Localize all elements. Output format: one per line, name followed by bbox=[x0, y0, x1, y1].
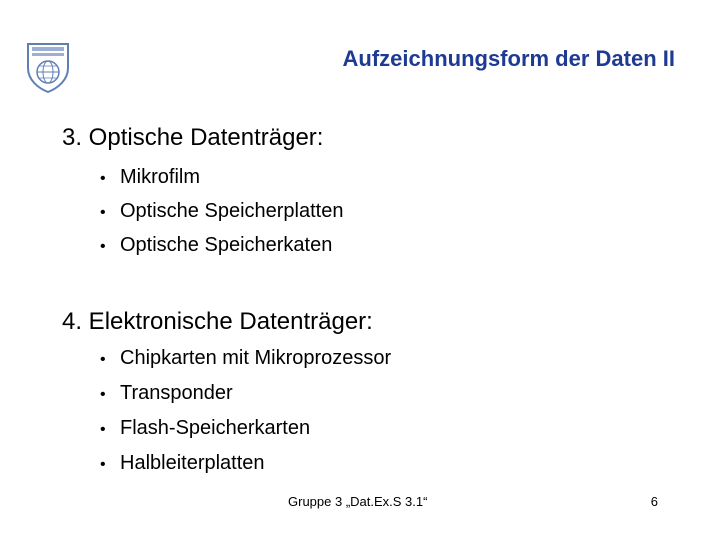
list-item-text: Halbleiterplatten bbox=[120, 452, 265, 474]
list-item-text: Optische Speicherkaten bbox=[120, 234, 333, 256]
bullet-list-elektronische bbox=[100, 345, 391, 485]
bullet-dot: • bbox=[100, 351, 106, 368]
bullet-dot: • bbox=[100, 204, 106, 221]
list-item-text: Transponder bbox=[120, 382, 233, 404]
list-item-text: Flash-Speicherkarten bbox=[120, 417, 311, 439]
slide-footer: Gruppe 3 „Dat.Ex.S 3.1“ bbox=[288, 494, 428, 509]
page-number: 6 bbox=[650, 494, 658, 509]
list-item bbox=[100, 380, 391, 415]
list-item bbox=[100, 164, 343, 198]
list-item bbox=[100, 450, 391, 485]
bullet-dot: • bbox=[100, 238, 106, 255]
list-item bbox=[100, 415, 391, 450]
list-item bbox=[100, 232, 343, 266]
list-item-text: Chipkarten mit Mikroprozessor bbox=[120, 347, 392, 369]
bullet-dot: • bbox=[100, 421, 106, 438]
list-item bbox=[100, 198, 343, 232]
list-item-text: Mikrofilm bbox=[120, 166, 200, 188]
section-heading-optische: 3. Optische Datenträger: bbox=[62, 124, 324, 151]
bullet-list-optische bbox=[100, 164, 343, 266]
section-heading-elektronische: 4. Elektronische Datenträger: bbox=[62, 308, 373, 335]
bullet-dot: • bbox=[100, 456, 106, 473]
bullet-dot: • bbox=[100, 170, 106, 187]
slide-title: Aufzeichnungsform der Daten II bbox=[342, 46, 675, 71]
list-item bbox=[100, 345, 391, 380]
university-seal-icon bbox=[20, 38, 76, 94]
bullet-dot: • bbox=[100, 386, 106, 403]
list-item-text: Optische Speicherplatten bbox=[120, 200, 344, 222]
